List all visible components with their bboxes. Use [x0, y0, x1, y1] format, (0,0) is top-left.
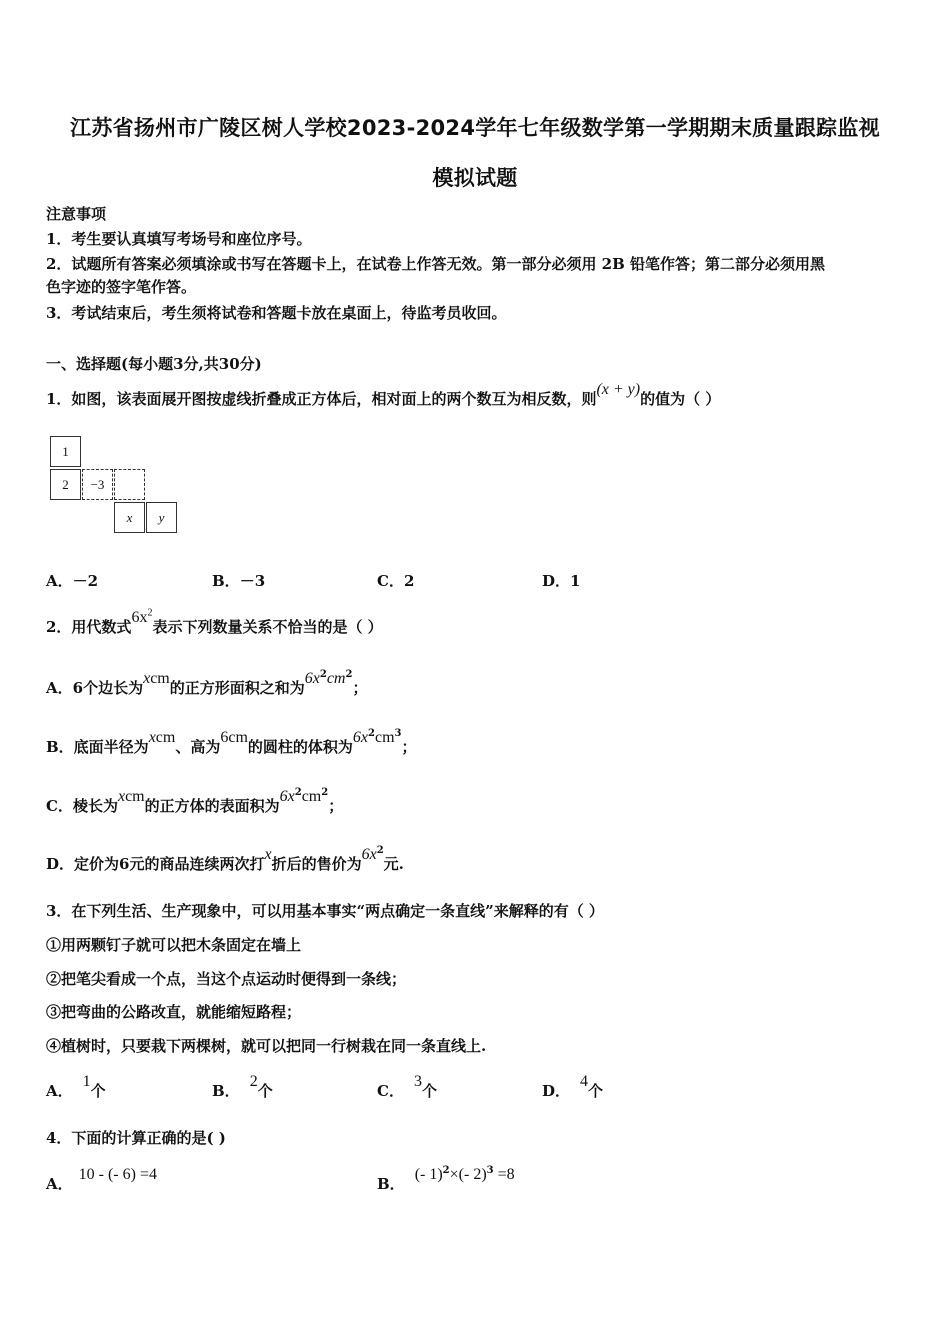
net-cell: x	[114, 502, 145, 533]
question-text: 表示下列数量关系不恰当的是（ ）	[152, 618, 383, 636]
math-expression: $6x^2$	[131, 607, 153, 626]
math-expression: (x + y)	[596, 381, 641, 398]
option-d: D．4个	[542, 1073, 604, 1100]
option-a: A．1个	[46, 1073, 106, 1100]
option-c: C．2	[377, 572, 415, 590]
notice-item: 1．考生要认真填写考场号和座位序号。	[46, 230, 312, 248]
question-text: 2．用代数式	[46, 618, 132, 636]
option-d: D．定价为6元的商品连续两次打x折后的售价为$6x^2$元.	[46, 845, 404, 873]
option-a: A．－2	[46, 572, 99, 590]
cube-net-figure	[50, 436, 180, 534]
question-text: 的值为（ ）	[640, 390, 721, 408]
notice-item: 2．试题所有答案必须填涂或书写在答题卡上，在试卷上作答无效。第一部分必须用 2B 铅笔作答；第二部分必须用黑	[46, 255, 826, 273]
question-1	[46, 381, 721, 409]
section-heading: 一、选择题(每小题3分,共30分)	[46, 355, 262, 373]
option-b: B．(- 1)$^2$×(- 2)$^3$ =8	[377, 1165, 515, 1193]
question-2	[46, 607, 383, 637]
net-cell: y	[146, 502, 177, 533]
net-cell: −3	[82, 469, 113, 500]
notice-heading: 注意事项	[46, 205, 107, 223]
net-cell: 2	[50, 469, 81, 500]
notice-item: 色字迹的签字笔作答。	[46, 278, 197, 296]
question-text: 1．如图，该表面展开图按虚线折叠成正方体后，相对面上的两个数互为相反数，则	[46, 390, 597, 408]
option-b: B．底面半径为xcm、高为6cm的圆柱的体积为$6x^2cm^3$；	[46, 728, 417, 756]
option-b: B．－3	[212, 572, 266, 590]
page-title: 江苏省扬州市广陵区树人学校2023-2024学年七年级数学第一学期期末质量跟踪监视	[70, 116, 880, 140]
option-a: A．6个边长为xcm的正方形面积之和为$6x^2cm^2$；	[46, 669, 368, 697]
net-cell: 1	[50, 436, 81, 467]
option-d: D．1	[542, 572, 581, 590]
page-title-line2: 模拟试题	[432, 166, 518, 190]
option-c: C．3个	[377, 1073, 437, 1100]
option-c: C．棱长为xcm的正方体的表面积为$6x^2cm^2$；	[46, 787, 344, 815]
notice-item: 3．考试结束后，考生须将试卷和答题卡放在桌面上，待监考员收回。	[46, 304, 507, 322]
option-a: A．10 - (- 6) =4	[46, 1166, 157, 1193]
list-item: ②把笔尖看成一个点，当这个点运动时便得到一条线；	[46, 970, 407, 988]
list-item: ③把弯曲的公路改直，就能缩短路程；	[46, 1003, 302, 1021]
list-item: ①用两颗钉子就可以把木条固定在墙上	[46, 936, 302, 954]
question-3: 3．在下列生活、生产现象中，可以用基本事实“两点确定一条直线”来解释的有（ ）	[46, 902, 604, 920]
option-b: B．2个	[212, 1073, 273, 1100]
list-item: ④植树时，只要栽下两棵树，就可以把同一行树栽在同一条直线上.	[46, 1037, 487, 1055]
net-cell-empty	[114, 469, 145, 500]
question-4: 4．下面的计算正确的是( )	[46, 1129, 226, 1147]
